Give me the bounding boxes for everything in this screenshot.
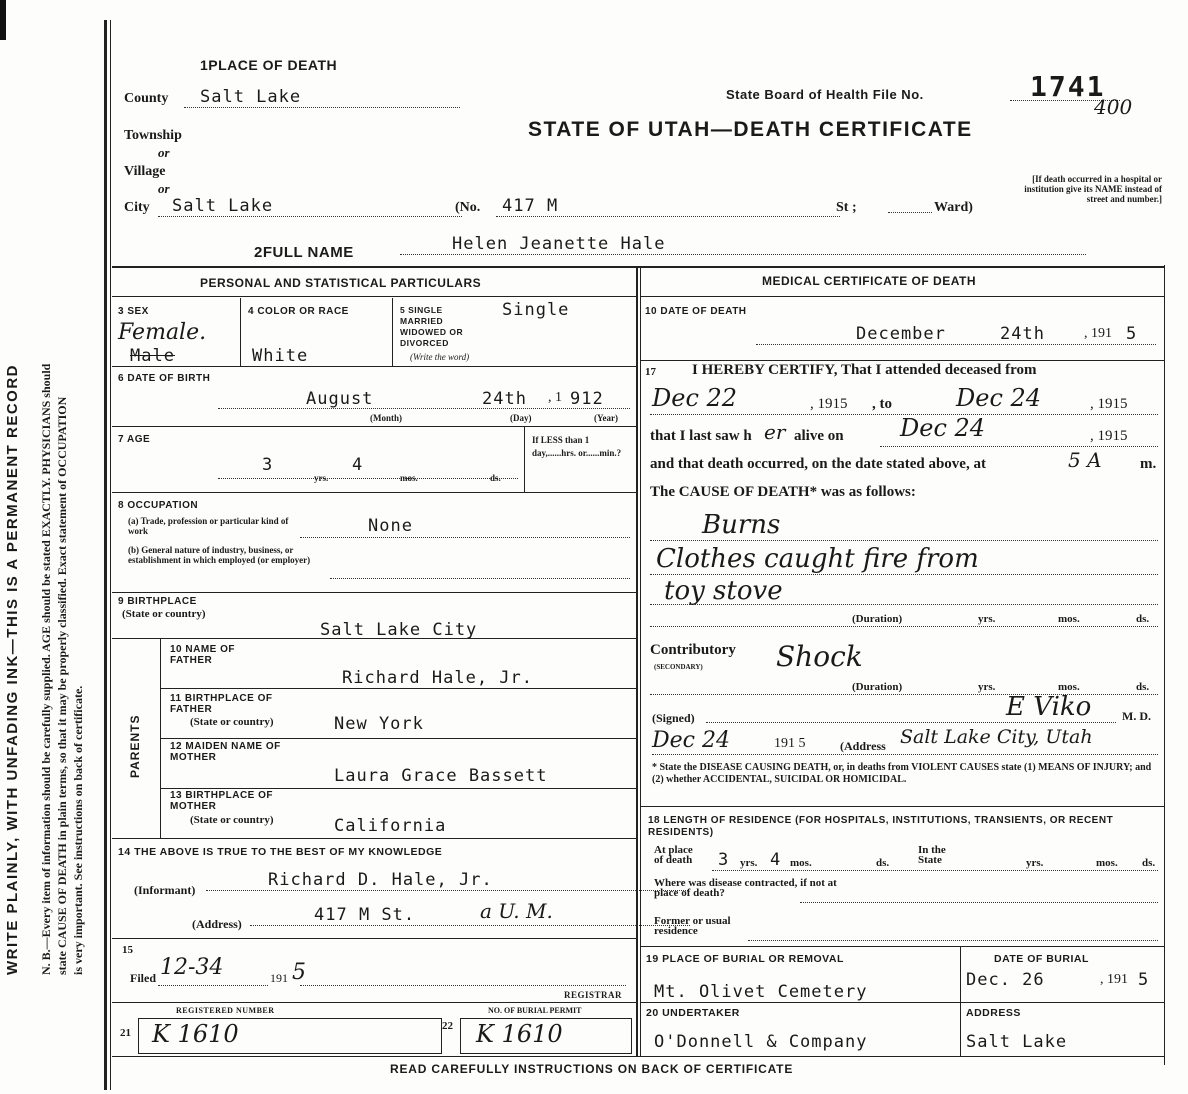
- mother-name-value: Laura Grace Bassett: [334, 766, 548, 786]
- hospital-note: [If death occurred in a hospital or institution give its NAME instead of street and number.]: [1024, 174, 1162, 204]
- date-of-death-month: December: [856, 324, 946, 344]
- occupation-value: None: [368, 516, 413, 536]
- sex-value-female: Female.: [118, 320, 207, 345]
- cause-line-1: Burns: [702, 510, 781, 540]
- state-yrs-hint: yrs.: [1026, 857, 1044, 869]
- burial-place-value: Mt. Olivet Cemetery: [654, 982, 868, 1002]
- row-line-6: [160, 688, 636, 689]
- dob-month-hint: (Month): [370, 413, 402, 423]
- street-no-value: 417 M: [496, 196, 840, 217]
- center-divider: [636, 266, 638, 1056]
- item-21-number: 21: [120, 1027, 131, 1039]
- occupation-line-a: [300, 537, 630, 538]
- dob-year-prefix: , 1: [548, 390, 562, 405]
- registered-number-value: K 1610: [152, 1020, 239, 1048]
- burial-permit-value: K 1610: [476, 1020, 563, 1048]
- cause-duration-label: (Duration): [852, 613, 903, 625]
- color-divider: [392, 298, 393, 366]
- frame-left: [104, 20, 107, 1090]
- knowledge-statement: 14 THE ABOVE IS TRUE TO THE BEST OF MY KNOWLEDGE: [118, 846, 443, 858]
- or-label-2: or: [158, 181, 170, 196]
- color-race-value: White: [252, 346, 309, 366]
- contributory-value: Shock: [776, 640, 863, 673]
- residence-line: [712, 870, 1158, 871]
- full-name-value: Helen Jeanette Hale: [400, 234, 1086, 255]
- death-occurred-time: 5 A: [1068, 448, 1102, 472]
- occupation-b-hint: (b) General nature of industry, business, or establishment in which employed (or employer): [128, 545, 311, 565]
- table-bottom-line: [112, 1056, 1164, 1057]
- margin-nb-line-2: state CAUSE OF DEATH in plain terms, so that it may be properly classified. Exact statement of OCCUPATION: [55, 396, 69, 975]
- undertaker-label: 20 UNDERTAKER: [646, 1007, 740, 1019]
- last-saw-text: that I last saw h: [650, 428, 752, 444]
- age-months: 4: [352, 455, 364, 475]
- residence-months: 4: [770, 850, 782, 870]
- signed-date: Dec 24: [652, 728, 730, 753]
- cause-rule-3: [650, 604, 1158, 605]
- undertaker-value: O'Donnell & Company: [654, 1032, 868, 1052]
- at-place-label: At place of death: [654, 844, 693, 866]
- burial-date-label: DATE OF BURIAL: [994, 953, 1089, 965]
- filed-line: [158, 985, 268, 986]
- informant-value: Richard D. Hale, Jr.: [206, 870, 688, 891]
- certify-statement: I HEREBY CERTIFY, That I attended deceased from: [692, 362, 1037, 378]
- mother-birthplace-hint: (State or country): [190, 814, 274, 826]
- date-of-death-label: 10 DATE OF DEATH: [645, 306, 747, 317]
- physician-signature: E Viko: [1006, 692, 1092, 722]
- medical-row-line-1: [640, 360, 1164, 361]
- age-less-than-day: If LESS than 1 day,......hrs. or......min.?: [532, 435, 622, 458]
- burial-permit-label: NO. OF BURIAL PERMIT: [488, 1006, 582, 1015]
- mother-birthplace-label: 13 BIRTHPLACE OF MOTHER: [170, 790, 274, 812]
- parents-label: PARENTS: [128, 714, 142, 778]
- filed-date-value: 12-34: [160, 955, 224, 980]
- cause-rule-2: [650, 574, 1158, 575]
- signed-year: 191 5: [774, 736, 806, 751]
- informant-address-handwritten: a U. M.: [480, 899, 553, 923]
- physician-address-line: [652, 754, 1158, 755]
- row-line-5: [112, 638, 636, 639]
- cause-duration-line: [650, 626, 1158, 627]
- secondary-label: (SECONDARY): [654, 663, 703, 671]
- county-label: County: [124, 91, 169, 106]
- informant-address-label: (Address): [192, 917, 242, 931]
- last-saw-line: [880, 446, 1158, 447]
- physician-address-value: Salt Lake City, Utah: [900, 726, 1093, 748]
- margin-main-text: WRITE PLAINLY, WITH UNFADING INK—THIS IS A PERMANENT RECORD: [4, 363, 21, 975]
- birthplace-value: Salt Lake City: [320, 620, 478, 640]
- cause-duration-ds: ds.: [1136, 613, 1150, 625]
- residence-mos-hint: mos.: [790, 857, 812, 869]
- attended-to-date: Dec 24: [956, 384, 1042, 412]
- birthplace-hint: (State or country): [122, 608, 206, 620]
- dob-day-hint: (Day): [510, 413, 532, 423]
- former-residence-label: Former or usual residence: [654, 915, 731, 937]
- burial-date-divider: [960, 946, 961, 1056]
- attended-to-label: , to: [872, 396, 892, 412]
- marital-value: Single: [502, 300, 570, 320]
- dob-year: 912: [570, 389, 604, 409]
- registrar-line: [300, 985, 626, 986]
- mother-birthplace-value: California: [334, 816, 447, 836]
- md-label: M. D.: [1122, 709, 1151, 723]
- color-race-label: 4 COLOR OR RACE: [248, 306, 349, 317]
- margin-nb-line-3: is very important. See instructions on back of certificate.: [71, 685, 85, 975]
- physician-address-label: (Address: [840, 739, 886, 753]
- age-years: 3: [262, 455, 274, 475]
- medical-row-line-4: [640, 1002, 1164, 1003]
- center-divider-2: [640, 266, 641, 1056]
- medical-title-line: [640, 296, 1164, 297]
- filed-year: 191: [270, 971, 288, 985]
- cause-rule-1: [650, 540, 1158, 541]
- birthplace-label: 9 BIRTHPLACE: [118, 596, 197, 607]
- dob-line: [218, 408, 630, 409]
- row-line-11: [112, 1002, 636, 1003]
- place-of-death-label: 1PLACE OF DEATH: [200, 57, 338, 73]
- signed-label: (Signed): [652, 711, 695, 725]
- undertaker-address-value: Salt Lake: [966, 1032, 1068, 1052]
- contributory-duration-yrs: yrs.: [978, 681, 996, 693]
- registrar-label: REGISTRAR: [564, 990, 623, 1000]
- table-top-line: [112, 266, 1164, 268]
- cause-duration-mos: mos.: [1058, 613, 1080, 625]
- death-occurred-text: and that death occurred, on the date stated above, at: [650, 456, 986, 472]
- mother-name-label: 12 MAIDEN NAME OF MOTHER: [170, 741, 281, 763]
- file-number-label: State Board of Health File No.: [726, 87, 924, 102]
- row-line-9: [112, 838, 636, 839]
- cause-line-2: Clothes caught fire from: [656, 544, 979, 574]
- date-of-death-year: 5: [1126, 324, 1138, 344]
- dob-month: August: [306, 389, 374, 409]
- disease-contracted-line: [800, 902, 1158, 903]
- burial-place-label: 19 PLACE OF BURIAL OR REMOVAL: [646, 953, 844, 965]
- occupation-label: 8 OCCUPATION: [118, 500, 199, 511]
- father-birthplace-value: New York: [334, 714, 424, 734]
- cause-of-death-label: The CAUSE OF DEATH* was as follows:: [650, 484, 916, 500]
- ward-line: [888, 212, 932, 213]
- burial-date-value: Dec. 26: [966, 970, 1045, 990]
- burial-date-year-end: 5: [1138, 970, 1150, 990]
- cause-line-3: toy stove: [664, 576, 783, 606]
- burial-date-year: , 191: [1100, 972, 1128, 987]
- attended-to-year: , 1915: [1090, 396, 1128, 412]
- date-of-death-year-prefix: , 191: [1084, 326, 1112, 341]
- row-line-10: [112, 938, 636, 939]
- last-saw-handwritten: er: [764, 420, 786, 444]
- date-of-death-day: 24th: [1000, 324, 1045, 344]
- informant-label: (Informant): [134, 883, 196, 897]
- residence-yrs-hint: yrs.: [740, 857, 758, 869]
- row-line-1: [112, 366, 636, 367]
- informant-address-value: 417 M St.: [250, 905, 690, 926]
- violent-causes-note: * State the DISEASE CAUSING DEATH, or, in deaths from VIOLENT CAUSES state (1) MEANS OF INJURY; and (2) whether ACCIDENTAL, SUICIDAL OR HOMICIDAL.: [652, 762, 1152, 785]
- full-name-label: 2FULL NAME: [254, 244, 354, 261]
- sex-divider: [240, 298, 241, 366]
- last-saw-year: , 1915: [1090, 428, 1128, 444]
- footer-instructions: READ CAREFULLY INSTRUCTIONS ON BACK OF CERTIFICATE: [390, 1062, 794, 1076]
- date-of-death-line: [756, 344, 1156, 345]
- street-no-label: (No.: [455, 200, 481, 215]
- street-label: St ;: [836, 200, 857, 215]
- county-value: Salt Lake: [184, 87, 460, 108]
- item-22-number: 22: [442, 1020, 453, 1032]
- item-15-number: 15: [122, 944, 133, 956]
- filed-label: Filed: [130, 971, 156, 985]
- margin-nb-line-1: N. B.—Every item of information should be carefully supplied. AGE should be stated EXACTLY. PHYSICIANS should: [39, 363, 53, 975]
- father-birthplace-label: 11 BIRTHPLACE OF FATHER: [170, 693, 273, 715]
- residence-ds-hint: ds.: [876, 857, 890, 869]
- sex-label: 3 SEX: [118, 306, 149, 317]
- city-label: City: [124, 200, 150, 215]
- row-line-8: [160, 788, 636, 789]
- ward-label: Ward): [934, 200, 973, 215]
- state-mos-hint: mos.: [1096, 857, 1118, 869]
- registered-number-label: REGISTERED NUMBER: [176, 1006, 275, 1015]
- contributory-duration-ds: ds.: [1136, 681, 1150, 693]
- in-state-label: In the State: [918, 844, 946, 866]
- marital-write-hint: (Write the word): [410, 352, 470, 362]
- township-label: Township: [124, 128, 182, 143]
- signature-line: [706, 722, 1116, 723]
- cause-duration-yrs: yrs.: [978, 613, 996, 625]
- death-occurred-m: m.: [1140, 456, 1157, 472]
- marital-label: 5 SINGLE MARRIED WIDOWED OR DIVORCED: [400, 305, 464, 348]
- file-extra-handwritten: 400: [1094, 95, 1133, 119]
- residence-label: 18 LENGTH OF RESIDENCE (FOR HOSPITALS, INSTITUTIONS, TRANSIENTS, OR RECENT RESIDENTS): [648, 815, 1114, 838]
- row-line-7: [160, 738, 636, 739]
- state-ds-hint: ds.: [1142, 857, 1156, 869]
- scan-edge: [0, 0, 6, 40]
- personal-title-line: [112, 296, 636, 297]
- age-label: 7 AGE: [118, 434, 151, 445]
- filed-year-handwritten: 5: [292, 960, 306, 985]
- age-mos-hint: mos.: [400, 473, 418, 483]
- certificate-title: STATE OF UTAH—DEATH CERTIFICATE: [528, 118, 973, 141]
- attended-from-date: Dec 22: [652, 384, 738, 412]
- age-ds-hint: ds.: [490, 473, 501, 483]
- age-less-divider: [524, 426, 525, 492]
- row-line-2: [112, 426, 636, 427]
- city-value: Salt Lake: [158, 196, 462, 217]
- medical-section-title: MEDICAL CERTIFICATE OF DEATH: [762, 274, 976, 288]
- or-label-1: or: [158, 145, 170, 160]
- item-17-number: 17: [645, 366, 656, 378]
- file-number-value: 1741: [1030, 70, 1106, 103]
- medical-row-line-3: [640, 946, 1164, 947]
- dob-year-hint: (Year): [594, 413, 618, 423]
- last-saw-text-2: alive on: [794, 428, 844, 444]
- frame-right: [1164, 265, 1165, 1065]
- disease-contracted-label: Where was disease contracted, if not at place of death?: [654, 877, 837, 899]
- dob-day: 24th: [482, 389, 527, 409]
- last-saw-date: Dec 24: [900, 414, 986, 442]
- medical-row-line-2: [640, 806, 1164, 807]
- dob-label: 6 DATE OF BIRTH: [118, 373, 211, 384]
- occupation-line-b: [330, 578, 630, 579]
- father-name-label: 10 NAME OF FATHER: [170, 644, 236, 666]
- contributory-duration-label: (Duration): [852, 681, 903, 693]
- age-yrs-hint: yrs.: [314, 473, 329, 483]
- row-line-3: [112, 492, 636, 493]
- father-birthplace-hint: (State or country): [190, 716, 274, 728]
- contributory-duration-mos: mos.: [1058, 681, 1080, 693]
- father-name-value: Richard Hale, Jr.: [342, 668, 533, 688]
- row-line-4: [112, 592, 636, 593]
- undertaker-address-label: ADDRESS: [966, 1007, 1021, 1019]
- personal-section-title: PERSONAL AND STATISTICAL PARTICULARS: [200, 276, 482, 290]
- contributory-label: Contributory: [650, 642, 736, 658]
- residence-years: 3: [718, 850, 730, 870]
- village-label: Village: [124, 164, 166, 179]
- former-residence-line: [748, 940, 1158, 941]
- occupation-a-hint: (a) Trade, profession or particular kind of work: [128, 516, 289, 536]
- sex-value-male-struck: Male: [130, 346, 175, 366]
- attended-from-year: , 1915: [810, 396, 848, 412]
- frame-left-inner: [110, 20, 111, 1090]
- age-line: [218, 478, 518, 479]
